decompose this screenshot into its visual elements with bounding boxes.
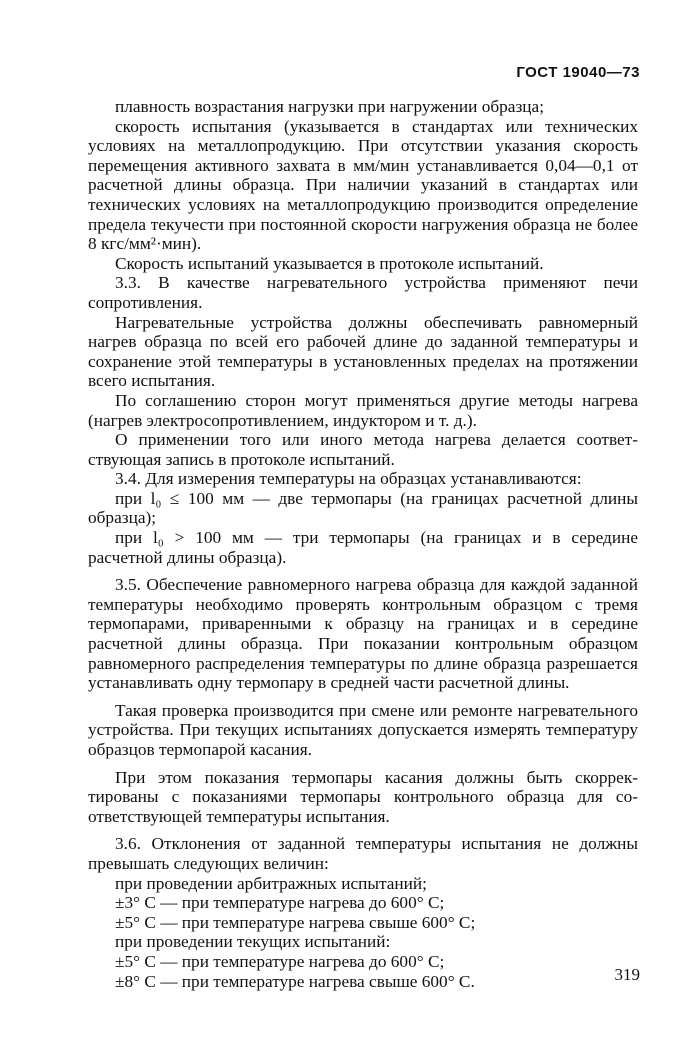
paragraph: О применении того или иного метода нагрева делается соответствующая запись в протоколе испытаний. — [88, 430, 638, 469]
paragraph: При этом показания термопары касания должны быть скорректированы с показаниями термопары контрольного образца для соответствующей температуры испытания. — [88, 767, 638, 826]
paragraph: 3.6. Отклонения от заданной температуры испытания не должны превышать следующих величин: — [88, 834, 638, 873]
paragraph: при l₀ ≤ 100 мм — две термопары (на границах расчетной длины образца); — [88, 488, 638, 528]
paragraph: Такая проверка производится при смене или ремонте нагревательного устройства. При текущих испытаниях допускается измерять температуру образцов термопарой касания. — [88, 700, 638, 759]
paragraph: 3.3. В качестве нагревательного устройства применяют печи сопротивления. — [88, 273, 638, 312]
body-text — [88, 97, 638, 991]
page-number: 319 — [614, 965, 640, 984]
paragraph: Нагревательные устройства должны обеспечивать равномерный нагрев образца по всей его рабочей длине до заданной температуры и сохранение этой температуры в установленных пределах на протяжении всего испытания. — [88, 312, 638, 391]
paragraph: По соглашению сторон могут применяться другие методы нагрева (нагрев электросопротивлением, индуктором и т. д.). — [88, 390, 638, 430]
paragraph: Скорость испытаний указывается в протоколе испытаний. — [115, 253, 544, 273]
paragraph: при l₀ > 100 мм — три термопары (на границах и в середине расчетной длины образца). — [88, 528, 638, 567]
list-item: ±5° C — при температуре нагрева свыше 600° C; — [115, 912, 476, 932]
list-item: при проведении текущих испытаний: — [115, 932, 391, 952]
paragraph: плавность возрастания нагрузки при нагружении образца; — [115, 97, 545, 116]
list-item: ±5° C — при температуре нагрева до 600° C; — [115, 951, 445, 971]
paragraph: скорость испытания (указывается в стандартах или технических условиях на металлопродукцию. При отсутствии указания скорость перемещения активного захвата в мм/мин устанавливается 0,04—0,1 от расчетной длины образца. При наличии указаний в стандартах или технических условиях на металлопродукцию производится определение предела текучести при постоянной скорости нагружения образца не более 8 кгс/мм²·мин). — [88, 116, 638, 254]
paragraph: 3.4. Для измерения температуры на образцах устанавливаются: — [115, 469, 582, 489]
list-item: при проведении арбитражных испытаний; — [115, 873, 427, 893]
paragraph: 3.5. Обеспечение равномерного нагрева образца для каждой заданной температуры необходимо проверять контрольным образцом с тремя термопарами, приваренными к образцу на границах и в середине расчетной длины образца. При показании контрольным образцом равномерного распределения температуры по длине образца разрешается устанавливать одну термопару в средней части расчетной длины. — [88, 575, 638, 693]
list-item: ±8° C — при температуре нагрева свыше 600° C. — [115, 971, 475, 991]
document-header: ГОСТ 19040—73 — [516, 64, 640, 81]
list-item: ±3° C — при температуре нагрева до 600° C; — [115, 893, 445, 913]
